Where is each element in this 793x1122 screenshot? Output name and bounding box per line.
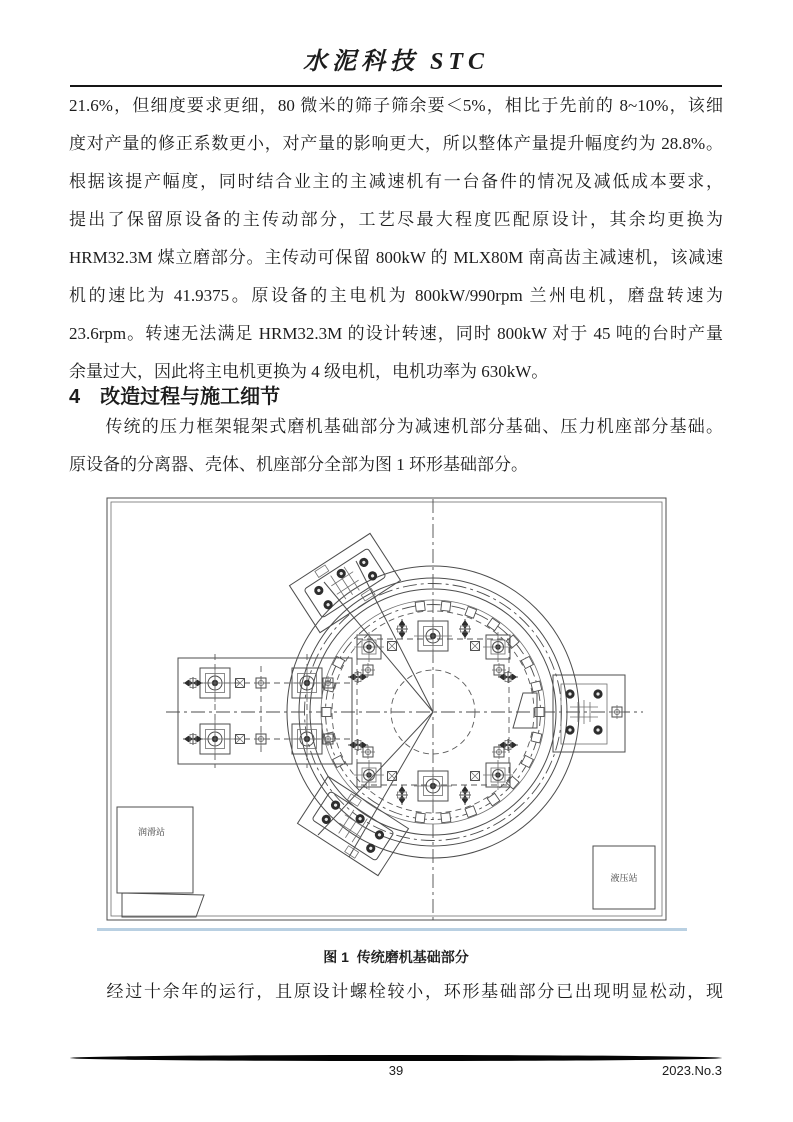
drawing-frame-outer	[107, 498, 666, 920]
foundation-drawing	[100, 496, 688, 924]
issue-number: 2023.No.3	[662, 1063, 722, 1078]
body-text-line: 机的速比为 41.9375。原设备的主电机为 800kW/990rpm 兰州电机，磨盘转速为	[69, 286, 723, 305]
section-heading: 4 改造过程与施工细节	[69, 386, 281, 408]
figure-caption: 图 1 传统磨机基础部分	[323, 949, 469, 965]
body-text-line: 经过十余年的运行，且原设计螺栓较小，环形基础部分已出现明显松动，现	[69, 982, 723, 1001]
body-text-line: 提出了保留原设备的主传动部分，工艺尽最大程度匹配原设计，其余均更换为	[69, 210, 723, 229]
body-text-line: 余量过大，因此将主电机更换为 4 级电机，电机功率为 630kW。	[69, 362, 549, 381]
paragraph-3	[69, 973, 723, 1011]
journal-title: 水泥科技 STC	[302, 49, 489, 75]
body-text-line: 原设备的分离器、壳体、机座部分全部为图 1 环形基础部分。	[69, 455, 528, 474]
footer-bar	[70, 1055, 722, 1061]
upper-pedestal-plate	[289, 533, 400, 632]
paragraph-2	[69, 408, 723, 484]
body-text-line: 根据该提产幅度，同时结合业主的主减速机有一台备件的情况及减低成本要求，	[69, 172, 723, 191]
figure-divider	[97, 928, 687, 931]
lube-station-box	[117, 807, 204, 917]
paragraph-1	[69, 87, 723, 391]
lube-station-label: 润滑站	[138, 827, 166, 837]
body-text-line: 传统的压力框架辊架式磨机基础部分为减速机部分基础、压力机座部分基础。	[69, 417, 723, 436]
body-text-line: 23.6rpm。转速无法满足 HRM32.3M 的设计转速，同时 800kW 对于 45 吨的台时产量	[69, 324, 723, 343]
page-number: 39	[388, 1063, 404, 1078]
hydraulic-station-label: 液压站	[610, 873, 638, 883]
body-text-line: 21.6%，但细度要求更细，80 微米的筛子筛余要＜5%，相比于先前的 8~10%，该细	[69, 96, 723, 115]
footer	[70, 1063, 722, 1081]
hydraulic-station-box	[593, 846, 655, 909]
body-text-line: 度对产量的修正系数更小，对产量的影响更大，所以整体产量提升幅度约为 28.8%。	[69, 134, 723, 153]
lower-pedestal-plate	[297, 776, 408, 875]
body-text-line: HRM32.3M 煤立磨部分。主传动可保留 800kW 的 MLX80M 南高齿主减速机，该减速	[69, 248, 723, 267]
figure-1	[100, 496, 688, 924]
